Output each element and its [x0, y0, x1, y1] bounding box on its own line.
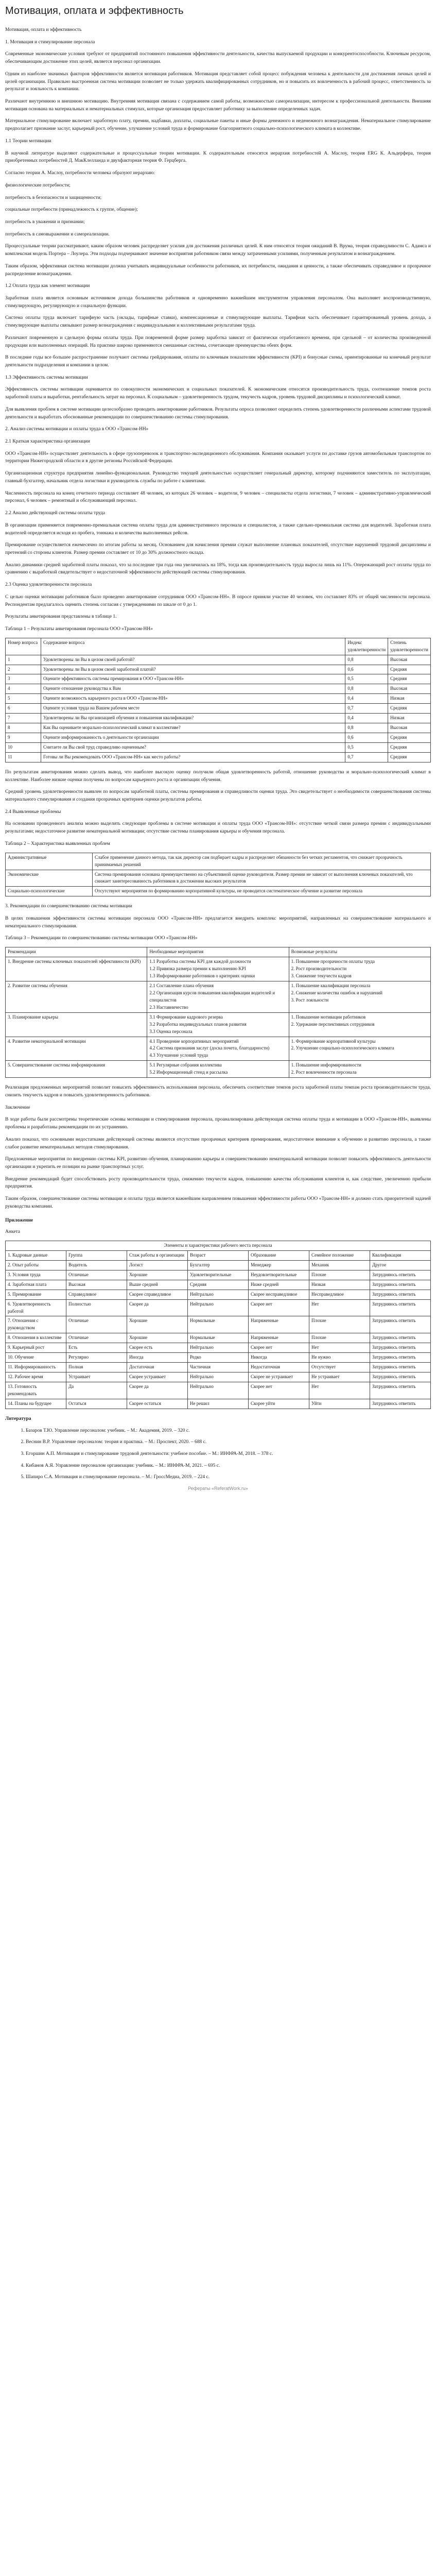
table-cell: 1. Повышение прозрачности оплаты труда 2. Рост производительности 3. Снижение текучести кадров [289, 957, 430, 981]
table-cell: Скорее справедливое [127, 1290, 188, 1299]
table-cell: Отличные [66, 1316, 127, 1333]
footer-link[interactable]: Рефераты «ReferatWork.ru» [188, 1486, 248, 1492]
paragraph: 1.2 Оплата труда как элемент мотивации [5, 283, 90, 289]
table-cell: Затрудняюсь ответить [370, 1382, 431, 1399]
table-cell: Затрудняюсь ответить [370, 1290, 431, 1299]
table-cell: Плохие [309, 1316, 370, 1333]
table-row [6, 704, 431, 714]
table-cell: Содержание вопроса [41, 638, 345, 655]
table-cell: 8. Отношения в коллективе [6, 1333, 66, 1343]
page-title: Мотивация, оплата и эффективность [5, 5, 184, 16]
table-cell: Выше средней [127, 1280, 188, 1290]
table-cell: Напряженные [249, 1316, 309, 1333]
conclusion-section [5, 1084, 431, 1210]
table-row [6, 1260, 431, 1270]
paragraph: Заработная плата является основным источником дохода большинства работников и одновременно важнейшим инструментом управления персоналом. Она выполняет воспроизводственную, стимулирующую, регулирующую и социальную функции. [5, 295, 431, 309]
table-row [6, 1353, 431, 1363]
table-cell: 12. Рабочее время [6, 1372, 66, 1382]
table-cell: 7. Отношения с руководством [6, 1316, 66, 1333]
table-cell: 1. Внедрение системы ключевых показателей эффективности (KPI) [6, 957, 147, 981]
table-cell: Низкая [388, 694, 431, 704]
table-row [6, 1372, 431, 1382]
table-cell: Да [66, 1382, 127, 1399]
table-row [6, 1316, 431, 1333]
paragraph: Организационная структура предприятия линейно-функциональная. Руководство текущей деятельностью осуществляет генеральный директор, которому подчиняются заместитель по эксплуатации, главный бухгалтер, начальник отдела логистики и руководитель службы по работе с клиентами. [5, 471, 431, 484]
table-row [6, 1037, 431, 1061]
table-cell: Несправедливое [309, 1290, 370, 1299]
table-cell: Нет [309, 1382, 370, 1399]
table-row [6, 1333, 431, 1343]
table-cell: Индекс удовлетворенности [345, 638, 388, 655]
table-cell: Скорее нет [249, 1382, 309, 1399]
table-row [6, 870, 431, 887]
paragraph: Результаты анкетирования представлены в таблице 1. [5, 614, 117, 620]
table-cell: Скорее несправедливое [249, 1290, 309, 1299]
table-row [6, 853, 431, 870]
table-cell: Плохие [309, 1333, 370, 1343]
paragraph: На основании проведенного анализа можно выделить следующие проблемы в системе мотивации и оплаты труда ООО «Трансом-НН»: отсутствие четкой связи размера премии с индивидуальными результатами; недостаточное развитие нематериальной мотивации; отсутствие системы планирования карьеры и обучения персонала. [5, 821, 431, 835]
table-cell: Степень удовлетворенности [388, 638, 431, 655]
table-row [6, 752, 431, 762]
table-cell: Отсутствуют мероприятия по формированию корпоративной культуры, не проводится систематическое обучение и развитие персонала [93, 887, 431, 896]
table-cell: 1. Кадровые данные [6, 1250, 66, 1260]
table-cell: Возможные результаты [289, 947, 430, 957]
reference-item: 5. Шапиро С.А. Мотивация и стимулирование персонала. – М.: ГроссМедиа, 2019. – 224 с. [26, 1473, 431, 1481]
table-cell: Неудовлетворительные [249, 1270, 309, 1280]
table-cell: Нейтрально [188, 1382, 249, 1399]
table-row [6, 723, 431, 733]
table-cell: 9. Карьерный рост [6, 1343, 66, 1353]
paragraph: Таблица 3 – Рекомендации по совершенствованию системы мотивации ООО «Трансом-НН» [5, 936, 198, 941]
table-cell: Скорее есть [127, 1343, 188, 1353]
appendix [5, 1217, 431, 1409]
table-cell: 0,6 [345, 665, 388, 674]
table-cell: Нейтрально [188, 1299, 249, 1316]
table-cell: Справедливое [66, 1290, 127, 1299]
table-row [6, 1299, 431, 1316]
table-cell: Частичная [188, 1363, 249, 1372]
table-cell: Оцените эффективность системы премирования в ООО «Трансом-НН» [41, 674, 345, 684]
table-cell: Достаточная [127, 1363, 188, 1372]
table-cell: 11 [6, 752, 41, 762]
paragraph: потребность в уважении и признании; [5, 219, 85, 225]
table-header-row [6, 947, 431, 957]
paragraph: Различают внутреннюю и внешнюю мотивацию. Внутренняя мотивация связана с содержанием самой работы, возможностью самореализации, интересом к профессиональной деятельности. Внешняя мотивация основана на материальных и нематериальных стимулах, которые организация предоставляет работнику за выполнение определенных задач. [5, 99, 431, 112]
table-cell: 1. Формирование корпоративной культуры 2. Улучшение социально-психологического климата [289, 1037, 430, 1061]
appendix-subtitle: Анкета [5, 1229, 21, 1235]
table-cell: 2. Опыт работы [6, 1260, 66, 1270]
appendix-title: Приложение [5, 1217, 33, 1223]
paragraph: Согласно теории А. Маслоу, потребности человека образуют иерархию: [5, 171, 155, 176]
table-cell: 3. Условия труда [6, 1270, 66, 1280]
paragraph: Таким образом, совершенствование системы мотивации и оплаты труда является важнейшим направлением повышения эффективности работы ООО «Трансом-НН» и должно стать приоритетной задачей руководства компании. [5, 1196, 431, 1209]
table-cell: Оцените возможность карьерного роста в ООО «Трансом-НН» [41, 694, 345, 704]
table-cell: Нейтрально [188, 1343, 249, 1353]
references-title: Литература [5, 1416, 31, 1421]
table-cell: Группа [66, 1250, 127, 1260]
table-cell: Затрудняюсь ответить [370, 1270, 431, 1280]
table-cell: Затрудняюсь ответить [370, 1399, 431, 1409]
paragraph: 2.3 Оценка удовлетворенности персонала [5, 582, 92, 588]
paragraph: В целях повышения эффективности системы мотивации персонала ООО «Трансом-НН» предлагается внедрить комплекс мероприятий, направленных на совершенствование материального и нематериального стимулирования. [5, 916, 431, 929]
table-row [6, 694, 431, 704]
paragraph: Современные экономические условия требуют от предприятий постоянного повышения эффективности деятельности, качества выпускаемой продукции и конкурентоспособности. Ключевым ресурсом, обеспечивающим достижение этих целей, является персонал организации. [5, 52, 431, 65]
paragraph: Одним из наиболее значимых факторов эффективности является мотивация работников. Мотивация представляет собой процесс побуждения человека к деятельности для достижения личных целей и целей организации. Правильно выстроенная система мотивации позволяет не только удержать квалифицированных сотрудников, но и повысить их вовлеченность в рабочий процесс, ответственность за результат и лояльность к компании. [5, 71, 431, 92]
table-cell: Слабое применение данного метода, так как директор сам подбирает кадры и распределяет обязанности без четких регламентов, что снижает прозрачность принимаемых решений [93, 853, 431, 870]
table-cell: Другое [370, 1260, 431, 1270]
table-cell: 0,8 [345, 684, 388, 694]
table-cell: Затрудняюсь ответить [370, 1372, 431, 1382]
table-cell: 7 [6, 714, 41, 723]
table-row [6, 887, 431, 896]
table-cell: 2.1 Составление плана обучения 2.2 Организация курсов повышения квалификации водителей и специалистов 2.3 Наставничество [147, 981, 289, 1012]
paragraph: Премирование осуществляется ежемесячно по итогам работы за месяц. Основанием для начисления премии служат выполнение плановых показателей, отсутствие нарушений трудовой дисциплины и претензий со стороны клиентов. Размер премии составляет от 10 до 30% должностного оклада. [5, 543, 431, 555]
paragraph: 3. Рекомендации по совершенствованию системы мотивации [5, 904, 132, 909]
table-cell: Плохие [309, 1270, 370, 1280]
table-cell: 2. Развитие системы обучения [6, 981, 147, 1012]
table-cell: 0,8 [345, 655, 388, 665]
table-cell: Скорее нет [249, 1343, 309, 1353]
paragraph: 2. Анализ системы мотивации и оплаты труда в ООО «Трансом-НН» [5, 427, 149, 432]
table-cell: Скорее да [127, 1299, 188, 1316]
table-cell: Средняя [388, 743, 431, 753]
paragraph: В организации применяется повременно-премиальная система оплаты труда для административного персонала и специалистов, а также сдельно-премиальная система для водителей. Заработная плата водителей определяется исходя из пробега, тоннажа и количества выполненных рейсов. [5, 522, 431, 536]
table-cell: Логист [127, 1260, 188, 1270]
table-cell: Иногда [127, 1353, 188, 1363]
table-row [6, 1012, 431, 1037]
table-cell: Средняя [188, 1280, 249, 1290]
table-cell: 6. Удовлетворенность работой [6, 1299, 66, 1316]
table-cell: 5. Совершенствование системы информирования [6, 1061, 147, 1078]
table-cell: Низкая [388, 714, 431, 723]
paragraph: 1. Мотивация и стимулирование персонала [5, 39, 95, 45]
paragraph: 2.4 Выявленные проблемы [5, 809, 61, 815]
table-cell: Готовы ли Вы рекомендовать ООО «Трансом-НН» как место работы? [41, 752, 345, 762]
paragraph: Анализ динамики средней заработной платы показал, что за последние три года она увеличилась на 18%, тогда как производительность труда выросла лишь на 11%. Опережающий рост оплаты труда по сравнению с выработкой свидетельствует о недостаточной эффективности действующей системы стимулирования. [5, 562, 431, 575]
table-cell: Удовлетворены ли Вы организацией обучения и повышения квалификации? [41, 714, 345, 723]
paragraph: ООО «Трансом-НН» осуществляет деятельность в сфере грузоперевозок и транспортно-экспедиционного обслуживания. Компания оказывает услуги по доставке грузов автомобильным транспортом по территории Нижегородской области и в другие регионы Российской Федерации. [5, 451, 431, 464]
table-row [6, 1061, 431, 1078]
table-row [6, 655, 431, 665]
intro-section [5, 26, 431, 633]
table-cell: Административные [6, 853, 93, 870]
table-cell: Остаться [66, 1399, 127, 1409]
paragraph: 1.1 Теории мотивации [5, 138, 51, 144]
table-row [6, 1290, 431, 1299]
table-cell: Не решил [188, 1399, 249, 1409]
table-cell: 5 [6, 694, 41, 704]
table-cell: Водитель [66, 1260, 127, 1270]
table-row [6, 733, 431, 743]
table-cell: Затрудняюсь ответить [370, 1353, 431, 1363]
table-cell: Средняя [388, 674, 431, 684]
table-cell: Затрудняюсь ответить [370, 1316, 431, 1333]
table-cell: 14. Планы на будущее [6, 1399, 66, 1409]
paragraph: физиологические потребности; [5, 182, 71, 188]
table-cell: 6 [6, 704, 41, 714]
table-cell: 2 [6, 665, 41, 674]
table-cell: Элементы и характеристики рабочего места персонала [6, 1241, 431, 1250]
table-cell: Средняя [388, 752, 431, 762]
table-cell: Затрудняюсь ответить [370, 1333, 431, 1343]
reference-item: 3. Егоршин А.П. Мотивация и стимулирование трудовой деятельности: учебное пособие. – М.: ИНФРА-М, 2018. – 378 с. [26, 1450, 431, 1458]
table-cell: 4. Развитие нематериальной мотивации [6, 1037, 147, 1061]
table-cell: 1.1 Разработка системы KPI для каждой должности 1.2 Привязка размера премии к выполнению KPI 1.3 Информирование работников о критериях оценки [147, 957, 289, 981]
table-cell: 0,7 [345, 704, 388, 714]
paragraph: В ходе работы были рассмотрены теоретические основы мотивации и стимулирования персонала, проанализирована действующая система оплаты труда и мотивации в ООО «Трансом-НН», выявлены проблемы и разработаны рекомендации по их устранению. [5, 1117, 431, 1130]
paragraph: социальные потребности (принадлежность к группе, общение); [5, 207, 138, 213]
table-cell: Хорошие [127, 1316, 188, 1333]
questionnaire-table [5, 1241, 431, 1409]
table-cell: Считаете ли Вы свой труд справедливо оцененным? [41, 743, 345, 753]
table-cell: 3 [6, 674, 41, 684]
table-row [6, 1399, 431, 1409]
paragraph: Реализация предложенных мероприятий позволит повысить эффективность использования персонала, обеспечить соответствие темпов роста заработной платы темпам роста производительности труда, снизить текучесть кадров и повысить удовлетворенность работников. [5, 1085, 431, 1098]
table-cell: 0,4 [345, 714, 388, 723]
table-row [6, 1270, 431, 1280]
references-list [5, 1427, 431, 1482]
table-cell: Напряженные [249, 1333, 309, 1343]
recommendations-table [5, 947, 431, 1078]
table-cell: Полная [66, 1363, 127, 1372]
table-cell: Система премирования основана преимущественно на субъективной оценке руководителя. Размер премии не зависит от выполнения ключевых показателей, что снижает заинтересованность работников в достижении высоких результатов [93, 870, 431, 887]
table-cell: Нормальные [188, 1316, 249, 1333]
table-cell: Нейтрально [188, 1372, 249, 1382]
paragraph: Таким образом, эффективная система мотивации должна учитывать индивидуальные особенности работников, их потребности, ожидания и ценности, а также обеспечивать справедливое и прозрачное распределение вознаграждения. [5, 263, 431, 277]
table-cell: Образование [249, 1250, 309, 1260]
paragraph: Внедрение рекомендаций будет способствовать росту производительности труда, снижению текучести кадров, повышению качества обслуживания клиентов и, как следствие, увеличению прибыли предприятия. [5, 1176, 431, 1190]
paragraph: потребность в безопасности и защищенности; [5, 195, 102, 200]
table-cell: Полностью [66, 1299, 127, 1316]
table-row [6, 674, 431, 684]
table-cell: Отличные [66, 1270, 127, 1280]
table-cell: Как Вы оцениваете морально-психологический климат в коллективе? [41, 723, 345, 733]
table-cell: Номер вопроса [6, 638, 41, 655]
table-cell: 5. Премирование [6, 1290, 66, 1299]
table-cell: Низкая [309, 1280, 370, 1290]
table-cell: Затрудняюсь ответить [370, 1343, 431, 1353]
paragraph: 1.3 Эффективность системы мотивации [5, 375, 88, 380]
table-cell: 4 [6, 684, 41, 694]
table-cell: Удовлетворительные [188, 1270, 249, 1280]
table-cell: 0,7 [345, 752, 388, 762]
table-cell: Ниже средней [249, 1280, 309, 1290]
paragraph: Численность персонала на конец отчетного периода составляет 48 человек, из которых 26 человек – водители, 9 человек – специалисты отдела логистики, 7 человек – административно-управленческий персонал, 6 человек – ремонтный и обслуживающий персонал. [5, 490, 431, 504]
paragraph: потребность в самовыражении и самореализации. [5, 231, 110, 237]
table-cell: Скорее уйти [249, 1399, 309, 1409]
paragraph: С целью оценки мотивации работников было проведено анкетирование сотрудников ООО «Трансом-НН». В опросе приняли участие 40 человек, что составляет 83% от общей численности персонала. Респондентам предлагалось оценить степень согласия с утверждениями по шкале от 0 до 1. [5, 594, 431, 607]
recommendations-section [5, 903, 431, 942]
table-cell: Редко [188, 1353, 249, 1363]
table-cell: Высокая [388, 655, 431, 665]
table-cell: 5.1 Регулярные собрания коллектива 5.2 Информационный стенд и рассылка [147, 1061, 289, 1078]
table-cell: Высокая [388, 684, 431, 694]
table-cell: 4. Заработная плата [6, 1280, 66, 1290]
table-cell: Удовлетворены ли Вы в целом своей работой? [41, 655, 345, 665]
table-cell: Экономические [6, 870, 93, 887]
table-cell: 4.1 Проведение корпоративных мероприятий 4.2 Система признания заслуг (доска почета, благодарности) 4.3 Улучшение условий труда [147, 1037, 289, 1061]
table-cell: Нет [309, 1343, 370, 1353]
table-header-row [6, 638, 431, 655]
table-cell: 8 [6, 723, 41, 733]
paragraph: Процессуальные теории рассматривают, каким образом человек распределяет усилия для достижения различных целей. К ним относятся теория ожиданий В. Врума, теория справедливости С. Адамса и комплексная модель Портера – Лоулера. Эти подходы подчеркивают значение восприятия работником связи между затраченными усилиями, полученным результатом и вознаграждением. [5, 244, 431, 257]
paragraph: В научной литературе выделяют содержательные и процессуальные теории мотивации. К содержательным относятся иерархия потребностей А. Маслоу, теория ERG К. Альдерфера, теория приобретенных потребностей Д. МакКлелланда и двухфакторная теория Ф. Герцберга. [5, 150, 431, 164]
table-cell: 0,5 [345, 743, 388, 753]
table-row [6, 1250, 431, 1260]
table-cell: Затрудняюсь ответить [370, 1299, 431, 1316]
table-cell: Рекомендации [6, 947, 147, 957]
table-cell: Нет [309, 1299, 370, 1316]
table-cell: Скорее нет [249, 1299, 309, 1316]
problems-table [5, 853, 431, 897]
table-row [6, 1280, 431, 1290]
table-cell: Оцените отношение руководства к Вам [41, 684, 345, 694]
table-cell: 0,4 [345, 694, 388, 704]
table-cell: Не устраивает [309, 1372, 370, 1382]
table-cell: Есть [66, 1343, 127, 1353]
table-cell: 1. Повышение мотивации работников 2. Удержание перспективных сотрудников [289, 1012, 430, 1037]
table-row [6, 957, 431, 981]
table-cell: Скорее не устраивает [249, 1372, 309, 1382]
table-cell: 9 [6, 733, 41, 743]
paragraph: Эффективность системы мотивации оценивается по совокупности экономических и социальных показателей. К экономическим относятся производительность труда, соотношение темпов роста заработной платы и выработки, рентабельность затрат на персонал. К социальным – удовлетворенность трудом, текучесть кадров, уровень трудовой дисциплины и психологический климат. [5, 387, 431, 400]
table-row [6, 665, 431, 674]
table-cell: Возраст [188, 1250, 249, 1260]
paragraph: Различают повременную и сдельную формы оплаты труда. При повременной форме размер заработка зависит от фактически отработанного времени, при сдельной – от количества произведенной продукции или выполненных операций. На практике широко применяются смешанные системы, сочетающие преимущества обеих форм. [5, 335, 431, 348]
table-row [6, 1343, 431, 1353]
paragraph: Таблица 1 – Результаты анкетирования персонала ООО «Трансом-НН» [5, 626, 153, 632]
table-cell: 3. Планирование карьеры [6, 1012, 147, 1037]
table-cell: Регулярно [66, 1353, 127, 1363]
paragraph: 2.2 Анализ действующей системы оплаты труда [5, 511, 106, 516]
table-cell: 11. Информированность [6, 1363, 66, 1372]
table-cell: 3.1 Формирование кадрового резерва 3.2 Разработка индивидуальных планов развития 3.3 Оценка персонала [147, 1012, 289, 1037]
table-cell: Стаж работы в организации [127, 1250, 188, 1260]
paragraph: Для выявления проблем в системе мотивации целесообразно проводить анкетирование работников. Результаты опроса позволяют определить степень удовлетворенности различными аспектами трудовой деятельности и выработать обоснованные рекомендации по совершенствованию системы стимулирования. [5, 406, 431, 420]
table-row [6, 981, 431, 1012]
table-cell: 1. Повышение квалификации персонала 2. Снижение количества ошибок и нарушений 3. Рост лояльности [289, 981, 430, 1012]
table-cell: Средняя [388, 733, 431, 743]
table-cell: Семейное положение [309, 1250, 370, 1260]
table-cell: Не нужно [309, 1353, 370, 1363]
table-cell: Необходимые мероприятия [147, 947, 289, 957]
paragraph: Средний уровень удовлетворенности выявлен по вопросам заработной платы, системы премирования и справедливости оценки труда. Это свидетельствует о необходимости совершенствования системы материального стимулирования и создания прозрачных критериев оценки результатов работы. [5, 789, 431, 803]
table-cell: Недостаточная [249, 1363, 309, 1372]
reference-item: 1. Базаров Т.Ю. Управление персоналом: учебник. – М.: Академия, 2019. – 320 с. [26, 1427, 431, 1435]
table-cell: Оцените информированность о деятельности организации [41, 733, 345, 743]
table-row [6, 684, 431, 694]
table-cell: Хорошие [127, 1270, 188, 1280]
table-cell: Хорошие [127, 1333, 188, 1343]
paragraph: Материальное стимулирование включает заработную плату, премии, надбавки, доплаты, социальные пакеты и иные формы денежного и неденежного вознаграждения. Нематериальное стимулирование предполагает признание заслуг, карьерный рост, обучение, улучшение условий труда и формирование благоприятного социально-психологического климата в коллективе. [5, 118, 431, 132]
table-cell: Механик [309, 1260, 370, 1270]
table-cell: Отличные [66, 1333, 127, 1343]
table-cell: Квалификация [370, 1250, 431, 1260]
table-cell: 1 [6, 655, 41, 665]
table-cell: Нейтрально [188, 1290, 249, 1299]
reference-item: 2. Веснин В.Р. Управление персоналом: теория и практика. – М.: Проспект, 2020. – 688 с. [26, 1438, 431, 1446]
table-cell: Устраивает [66, 1372, 127, 1382]
paragraph: В последние годы все большее распространение получают системы грейдирования, оплаты по ключевым показателям эффективности (KPI) и бонусные схемы, ориентированные на конечный результат деятельности подразделения и компании в целом. [5, 355, 431, 368]
reference-item: 4. Кибанов А.Я. Управление персоналом организации: учебник. – М.: ИНФРА-М, 2021. – 695 с. [26, 1462, 431, 1470]
paragraph: Анализ показал, что основными недостатками действующей системы являются отсутствие прозрачных критериев премирования, недостаточное внимание к обучению и развитию персонала, а также слабое развитие нематериальных методов стимулирования. [5, 1137, 431, 1150]
table-cell: 1. Повышение информированности 2. Рост вовлеченности персонала [289, 1061, 430, 1078]
table-cell: Средняя [388, 665, 431, 674]
paragraph: Предложенные мероприятия по внедрению системы KPI, развитию обучения, планированию карьеры и совершенствованию нематериальной мотивации позволят повысить эффективность деятельности организации и укрепить ее позиции на рынке транспортных услуг. [5, 1157, 431, 1170]
table-cell: Менеджер [249, 1260, 309, 1270]
paragraph: Система оплаты труда включает тарифную часть (оклады, тарифные ставки), компенсационные и стимулирующие выплаты. Тарифная часть обеспечивает гарантированный уровень дохода, а стимулирующие выплаты связывают размер вознаграждения с индивидуальными и коллективными результатами труда. [5, 315, 431, 329]
table-cell: 10. Обучение [6, 1353, 66, 1363]
table-cell: 13. Готовность рекомендовать [6, 1382, 66, 1399]
table-header-row [6, 1241, 431, 1250]
table-cell: Нормальные [188, 1333, 249, 1343]
paragraph: Заключение [5, 1105, 30, 1110]
table-cell: 0,6 [345, 733, 388, 743]
paragraph: 2.1 Краткая характеристика организации [5, 439, 90, 445]
table-cell: Скорее да [127, 1382, 188, 1399]
table-cell: Затрудняюсь ответить [370, 1280, 431, 1290]
table-cell: 0,5 [345, 674, 388, 684]
table-cell: Высокая [66, 1280, 127, 1290]
table-cell: Скорее остаться [127, 1399, 188, 1409]
table-cell: Никогда [249, 1353, 309, 1363]
table-row [6, 1363, 431, 1372]
survey-results-table [5, 638, 431, 762]
table-cell: Отсутствует [309, 1363, 370, 1372]
table-cell: Бухгалтер [188, 1260, 249, 1270]
analysis-section [5, 769, 431, 848]
table-row [6, 714, 431, 723]
paragraph: По результатам анкетирования можно сделать вывод, что наиболее высокую оценку получили общая удовлетворенность работой, отношение руководства и морально-психологический климат в коллективе. Наиболее низкие оценки получены по вопросам карьерного роста и организации обучения. [5, 769, 431, 783]
table-cell: Уйти [309, 1399, 370, 1409]
table-row [6, 1382, 431, 1399]
paragraph: Таблица 2 – Характеристика выявленных проблем [5, 841, 110, 846]
table-cell: Затрудняюсь ответить [370, 1363, 431, 1372]
table-cell: 10 [6, 743, 41, 753]
table-cell: Высокая [388, 723, 431, 733]
table-cell: Удовлетворены ли Вы в целом своей заработной платой? [41, 665, 345, 674]
table-cell: Средняя [388, 704, 431, 714]
table-cell: Оцените условия труда на Вашем рабочем месте [41, 704, 345, 714]
table-cell: Социально-психологические [6, 887, 93, 896]
table-cell: Скорее устраивает [127, 1372, 188, 1382]
table-cell: 0,8 [345, 723, 388, 733]
table-row [6, 743, 431, 753]
paragraph: Мотивация, оплата и эффективность [5, 27, 82, 32]
